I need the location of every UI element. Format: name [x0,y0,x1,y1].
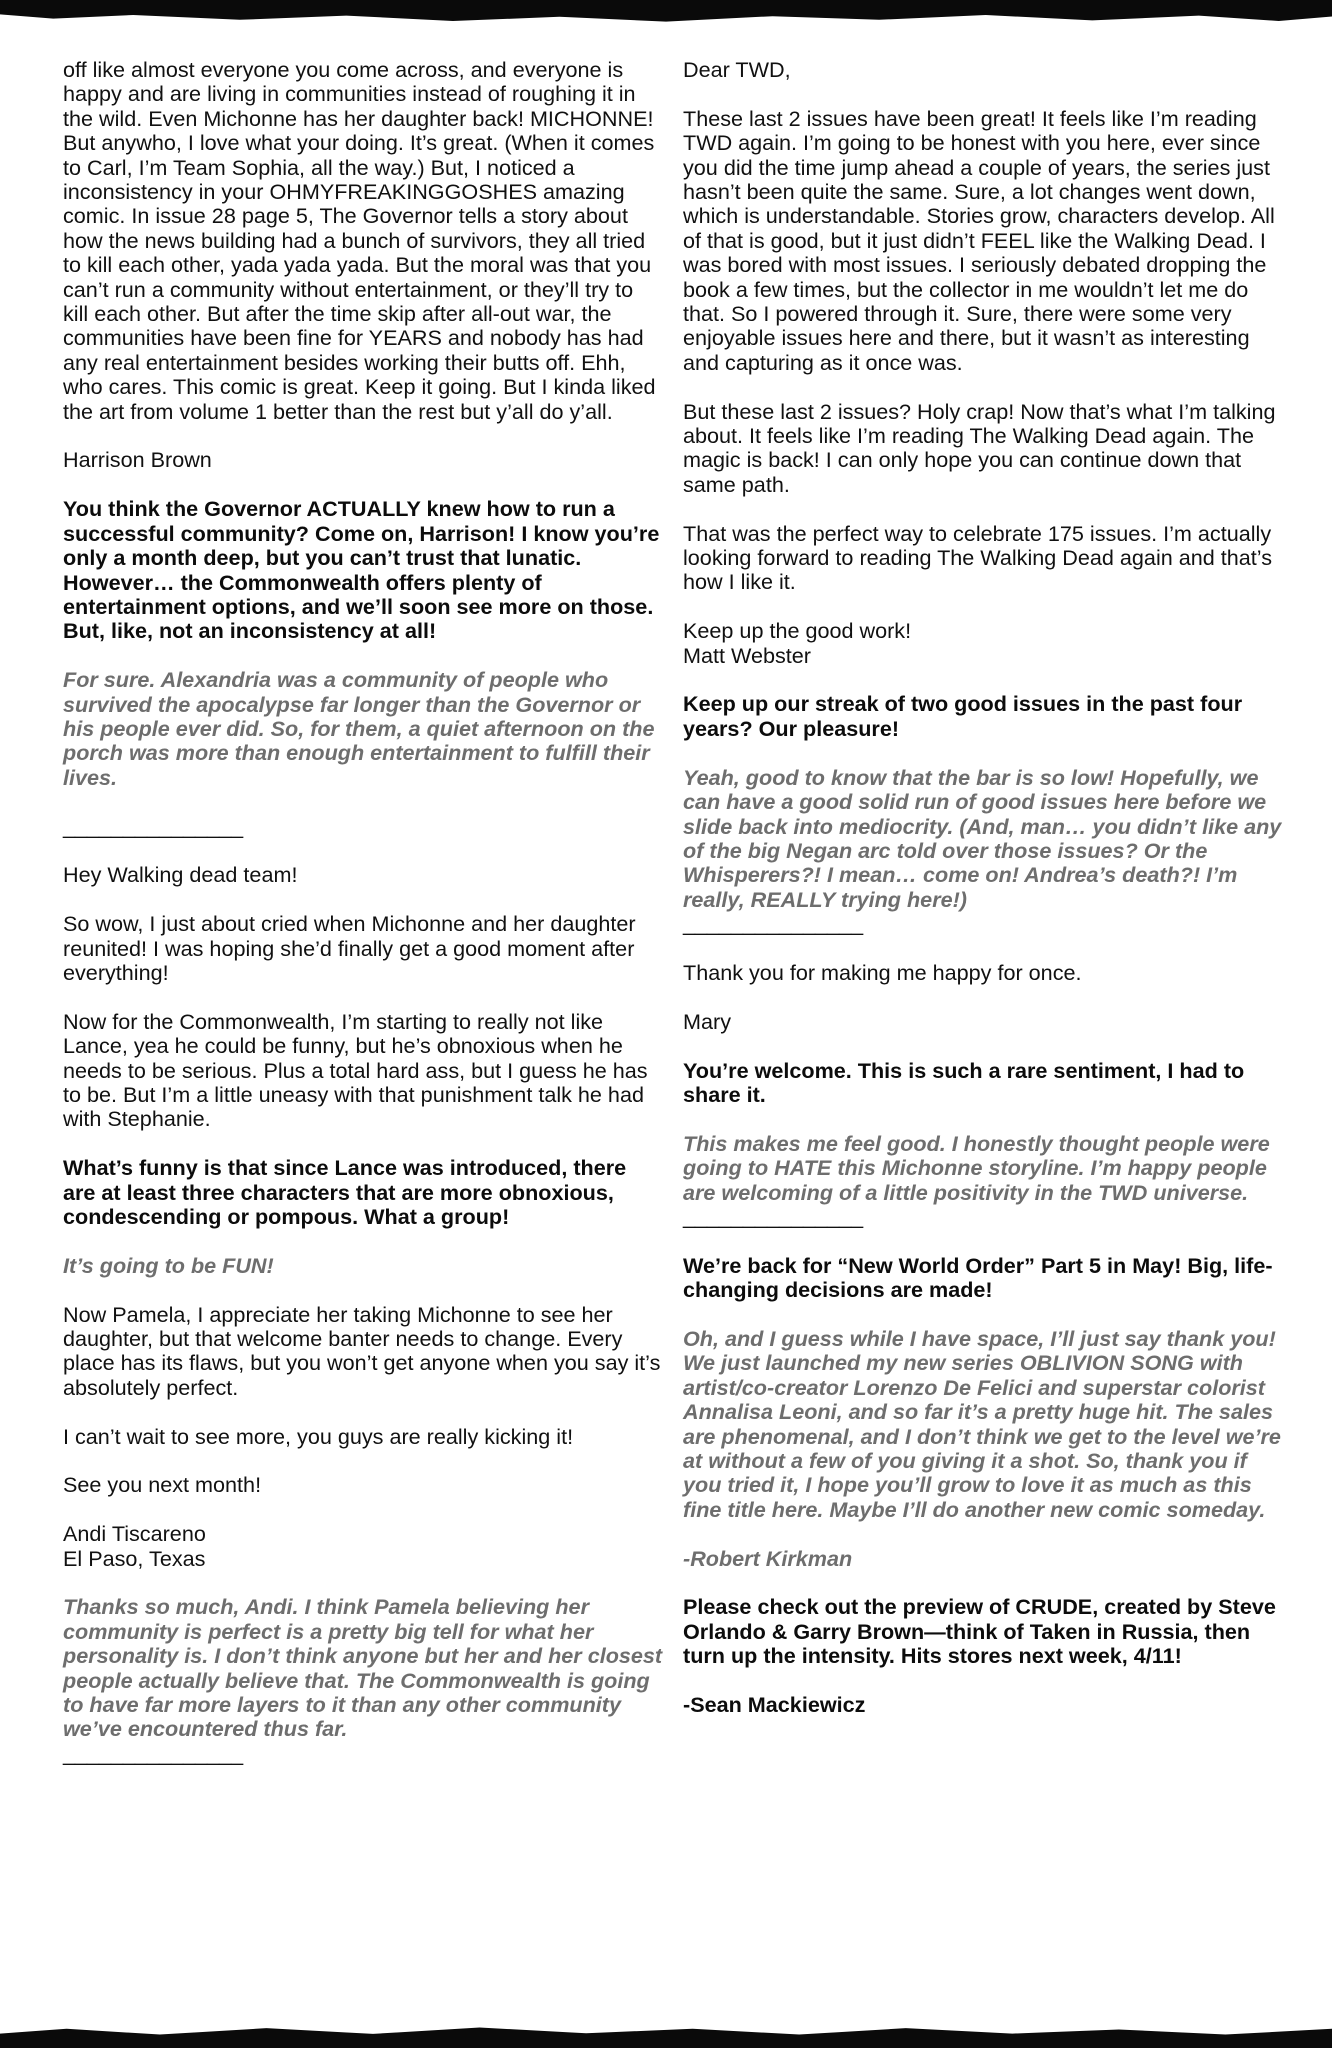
editor-response: You think the Governor ACTUALLY knew how to run a successful community? Come on, Harrison! I know you’re only a month deep, but you can’t trust that lunatic. However… the Commonwealth offers plenty of entertainment options, and we’ll soon see more on those. But, like, not an inconsistency at all! [63,496,660,644]
letter-paragraph: Thank you for making me happy for once. [683,959,1082,985]
bottom-border [0,2016,1332,2048]
editor-italic-reply: This makes me feel good. I honestly thought people were going to HATE this Michonne storyline. I’m happy people are welcoming of a little positivity in the TWD universe. [683,1130,1270,1205]
editor-signature: -Sean Mackiewicz [683,1691,866,1717]
divider: _______________ [683,1203,864,1229]
letter-signature: Harrison Brown [63,447,212,473]
letter-signature: Andi Tiscareno El Paso, Texas [63,1521,206,1571]
letter-signature: Keep up the good work! Matt Webster [683,618,912,668]
top-border [0,0,1332,30]
letter-paragraph: off like almost everyone you come across, and everyone is happy and are living in communities instead of roughing it in the wild. Even Michonne has her daughter back! MICHONNE! But anywho, I love what your doing. It’s great. (When it comes to Carl, I’m Team Sophia, all the way.) But, I noticed a inconsistency in your OHMYFREAKINGGOSHES amazing comic. In issue 28 page 5, The Governor tells a story about how the news building had a bunch of survivors, they all tried to kill each other, yada yada yada. But the moral was that you can’t run a community without entertainment, or they’ll try to kill each other. But after the time skip after all-out war, the communities have been fine for YEARS and nobody has had any real entertainment besides working their butts off. Ehh, who cares. This comic is great. Keep it going. But I kinda liked the art from volume 1 better than the rest but y’all do y’all. [63,57,656,424]
editor-response: We’re back for “New World Order” Part 5 in May! Big, life-changing decisions are made! [683,1252,1273,1303]
divider: _______________ [63,813,244,839]
letter-paragraph: But these last 2 issues? Holy crap! Now that’s what I’m talking about. It feels like I’m reading The Walking Dead again. The magic is back! I can only hope you can continue down that same path. [683,398,1276,497]
letter-paragraph: So wow, I just about cried when Michonne and her daughter reunited! I was hoping she’d finally get a good moment after everything! [63,911,636,985]
letter-paragraph: Hey Walking dead team! [63,862,298,888]
editor-response: Keep up our streak of two good issues in the past four years? Our pleasure! [683,691,1243,741]
editor-response: Please check out the preview of CRUDE, created by Steve Orlando & Garry Brown—think of Taken in Russia, then turn up the intensity. Hits stores next week, 4/11! [683,1594,1276,1669]
letter-paragraph: See you next month! [63,1472,262,1498]
editor-response: You’re welcome. This is such a rare sentiment, I had to share it. [683,1057,1245,1107]
letter-paragraph: Now for the Commonwealth, I’m starting to really not like Lance, yea he could be funny, but he’s obnoxious when he needs to be serious. Plus a total hard ass, but I guess he has to be. But I’m a little uneasy with that punishment talk he had with Stephanie. [63,1008,648,1132]
letter-paragraph: These last 2 issues have been great! It feels like I’m reading TWD again. I’m going to be honest with you here, ever since you did the time jump ahead a couple of years, the series just hasn’t been quite the same. Sure, a lot changes went down, which is understandable. Stories grow, characters develop. All of that is good, but it just didn’t FEEL like the Walking Dead. I was bored with most issues. I seriously debated dropping the book a few times, but the collector in me wouldn’t let me do that. So I powered through it. Sure, there were some very enjoyable issues here and there, but it wasn’t as interesting and capturing as it once was. [683,105,1275,375]
right-column [683,58,1283,1742]
letter-paragraph: Now Pamela, I appreciate her taking Michonne to see her daughter, but that welcome banter needs to change. Every place has its flaws, but you won’t get anyone when you say it’s absolutely perfect. [63,1301,661,1400]
divider: _______________ [63,1740,244,1766]
editor-response: What’s funny is that since Lance was introduced, there are at least three characters that are more obnoxious, condescending or pompous. What a group! [63,1155,627,1229]
letter-signature: Mary [683,1008,731,1034]
editor-italic-reply: For sure. Alexandria was a community of people who survived the apocalypse far longer than the Governor or his people ever did. So, for them, a quiet afternoon on the porch was more than enough entertainment to fulfill their lives. [63,667,655,790]
letter-paragraph: I can’t wait to see more, you guys are really kicking it! [63,1423,574,1449]
editor-italic-reply: It’s going to be FUN! [63,1252,274,1278]
left-column [63,58,663,1791]
editor-signature: -Robert Kirkman [683,1545,853,1571]
editor-italic-reply: Yeah, good to know that the bar is so low! Hopefully, we can have a good solid run of good issues here before we slide back into mediocrity. (And, man… you didn’t like any of the big Negan arc told over those issues? Or the Whisperers?! I mean… come on! Andrea’s death?! I’m really, REALLY trying here!) [683,764,1282,912]
editor-italic-reply: Oh, and I guess while I have space, I’ll just say thank you! We just launched my new series OBLIVION SONG with artist/co-creator Lorenzo De Felici and superstar colorist Annalisa Leoni, and so far it’s a pretty huge hit. The sales are phenomenal, and I don’t think we get to the level we’re at without a few of you giving it a shot. So, thank you if you tried it, I hope you’ll grow to love it as much as this fine title here. Maybe I’ll do another new comic someday. [683,1325,1281,1522]
editor-italic-reply: Thanks so much, Andi. I think Pamela believing her community is perfect is a pretty big tell for what her personality is. I don’t think anyone but her and her closest people actually believe that. The Commonwealth is going to have far more layers to it than any other community we’ve encountered thus far. [63,1594,663,1742]
divider: _______________ [683,911,864,937]
letter-salutation: Dear TWD, [683,57,791,82]
letter-paragraph: That was the perfect way to celebrate 175 issues. I’m actually looking forward to reading The Walking Dead again and that’s how I like it. [683,520,1272,595]
